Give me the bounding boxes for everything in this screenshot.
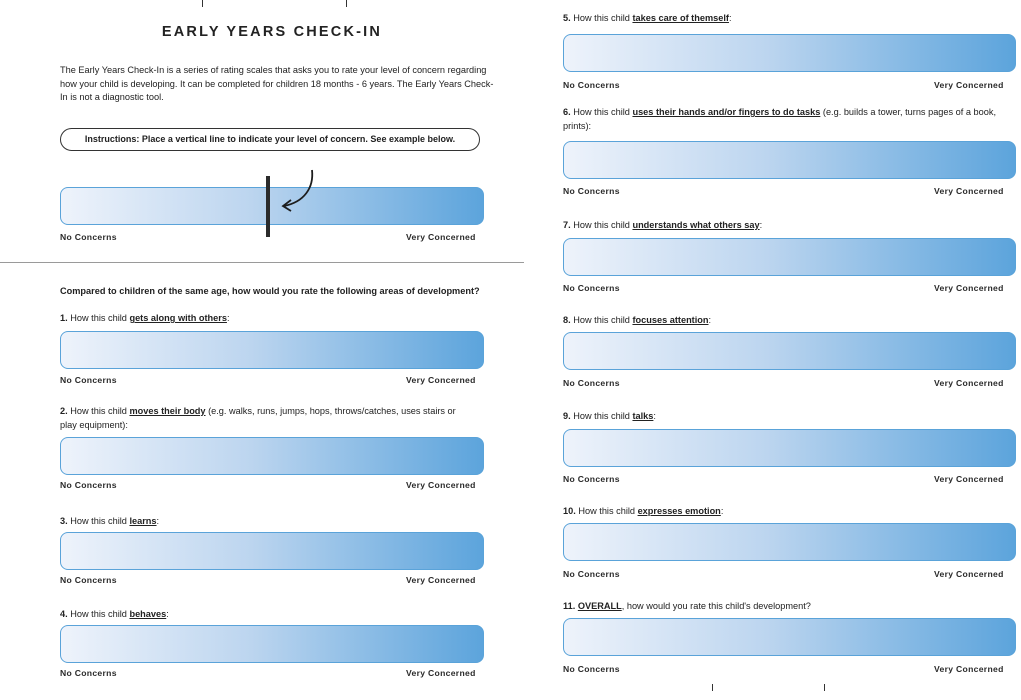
rating-scale-9[interactable]: [563, 429, 1016, 467]
rating-scale-7[interactable]: [563, 238, 1016, 276]
question-2-text: [60, 405, 460, 432]
example-marker-line: [266, 176, 270, 237]
crop-mark: [202, 0, 203, 7]
question-keyword: uses their hands and/or fingers to do tasks: [632, 107, 821, 117]
question-suffix: :: [226, 313, 230, 323]
question-suffix: (e.g. walks, runs, jumps, hops, throws/catches, uses stairs or play equipment):: [60, 406, 456, 430]
rating-scale-10[interactable]: [563, 523, 1016, 561]
question-number: 4.: [60, 609, 71, 619]
question-suffix: :: [728, 13, 732, 23]
question-keyword: behaves: [129, 609, 167, 619]
question-6-text: [563, 106, 1008, 133]
scale-label-high: Very Concerned: [934, 283, 1004, 293]
page-title: EARLY YEARS CHECK-IN: [161, 24, 383, 40]
scale-label-low: No Concerns: [60, 668, 117, 678]
rating-scale-6[interactable]: [563, 141, 1016, 179]
question-number: 5.: [563, 13, 574, 23]
rating-scale-8[interactable]: [563, 332, 1016, 370]
example-label-high: Very Concerned: [406, 232, 476, 242]
crop-mark: [824, 684, 825, 691]
question-keyword: expresses emotion: [637, 506, 721, 516]
question-keyword: focuses attention: [632, 315, 709, 325]
question-9-text: [563, 410, 1013, 424]
scale-label-low: No Concerns: [563, 283, 620, 293]
question-10-text: [563, 505, 1013, 519]
scale-label-low: No Concerns: [563, 378, 620, 388]
question-suffix: :: [166, 609, 169, 619]
question-1-text: [60, 312, 500, 326]
scale-label-high: Very Concerned: [934, 186, 1004, 196]
curved-arrow-icon: [276, 166, 326, 216]
scale-label-low: No Concerns: [563, 186, 620, 196]
rating-scale-3[interactable]: [60, 532, 484, 570]
question-suffix: :: [156, 516, 160, 526]
question-prefix: How this child: [70, 516, 130, 526]
question-keyword: takes care of themself: [632, 13, 729, 23]
question-suffix: :: [653, 411, 656, 421]
question-prefix: How this child: [70, 313, 130, 323]
question-number: 3.: [60, 516, 71, 526]
scale-label-low: No Concerns: [563, 569, 620, 579]
question-number: 7.: [563, 220, 574, 230]
rating-scale-4[interactable]: [60, 625, 484, 663]
section-divider: [0, 262, 524, 263]
question-4-text: [60, 608, 500, 622]
intro-paragraph: The Early Years Check-In is a series of rating scales that asks you to rate your level of concern regarding how your child is developing. It can be completed for children 18 months - 6 years. The Early Years Check-In is not a diagnostic tool.: [60, 65, 494, 102]
example-rating-scale: [60, 187, 484, 225]
question-number: 1.: [60, 313, 71, 323]
question-prefix: How this child: [573, 13, 633, 23]
scale-label-high: Very Concerned: [406, 480, 476, 490]
question-prefix: How this child: [70, 406, 130, 416]
crop-mark: [346, 0, 347, 7]
scale-label-high: Very Concerned: [934, 80, 1004, 90]
question-number: 6.: [563, 107, 574, 117]
question-number: 10.: [563, 506, 579, 516]
rating-scale-5[interactable]: [563, 34, 1016, 72]
rating-scale-11[interactable]: [563, 618, 1016, 656]
scale-label-low: No Concerns: [60, 575, 117, 585]
question-number: 8.: [563, 315, 574, 325]
question-keyword: moves their body: [129, 406, 206, 416]
question-5-text: [563, 12, 1013, 26]
scale-label-high: Very Concerned: [406, 575, 476, 585]
question-suffix: (e.g. builds a tower, turns pages of a book, prints):: [563, 107, 997, 131]
question-prefix: How this child: [578, 506, 638, 516]
question-suffix: :: [759, 220, 763, 230]
scale-label-low: No Concerns: [60, 375, 117, 385]
scale-label-low: No Concerns: [563, 474, 620, 484]
scale-label-low: No Concerns: [563, 80, 620, 90]
instructions-box: Instructions: Place a vertical line to indicate your level of concern. See example below.: [60, 128, 480, 151]
question-keyword: gets along with others: [129, 313, 227, 323]
question-number: 2.: [60, 406, 71, 416]
crop-mark: [712, 684, 713, 691]
question-suffix: :: [720, 506, 724, 516]
question-7-text: [563, 219, 1013, 233]
question-prefix: How this child: [573, 315, 633, 325]
scale-label-low: No Concerns: [60, 480, 117, 490]
scale-label-high: Very Concerned: [934, 664, 1004, 674]
question-8-text: [563, 314, 1013, 328]
scale-label-high: Very Concerned: [934, 378, 1004, 388]
question-suffix: :: [708, 315, 712, 325]
scale-label-low: No Concerns: [563, 664, 620, 674]
question-keyword: understands what others say: [632, 220, 760, 230]
rating-scale-2[interactable]: [60, 437, 484, 475]
scale-label-high: Very Concerned: [406, 668, 476, 678]
question-suffix: , how would you rate this child's development?: [621, 601, 811, 611]
question-prefix: How this child: [573, 220, 633, 230]
question-number: 11.: [563, 601, 578, 611]
example-label-low: No Concerns: [60, 232, 117, 242]
scale-label-high: Very Concerned: [934, 474, 1004, 484]
question-keyword: learns: [129, 516, 157, 526]
question-number: 9.: [563, 411, 574, 421]
question-3-text: [60, 515, 500, 529]
scale-label-high: Very Concerned: [406, 375, 476, 385]
scale-label-high: Very Concerned: [934, 569, 1004, 579]
question-11-text: [563, 600, 1013, 614]
question-prefix: How this child: [573, 107, 633, 117]
question-keyword: OVERALL: [577, 601, 622, 611]
compare-prompt: Compared to children of the same age, how would you rate the following areas of development?: [60, 286, 480, 296]
question-prefix: How this child: [573, 411, 633, 421]
question-prefix: How this child: [70, 609, 130, 619]
rating-scale-1[interactable]: [60, 331, 484, 369]
question-keyword: talks: [632, 411, 654, 421]
